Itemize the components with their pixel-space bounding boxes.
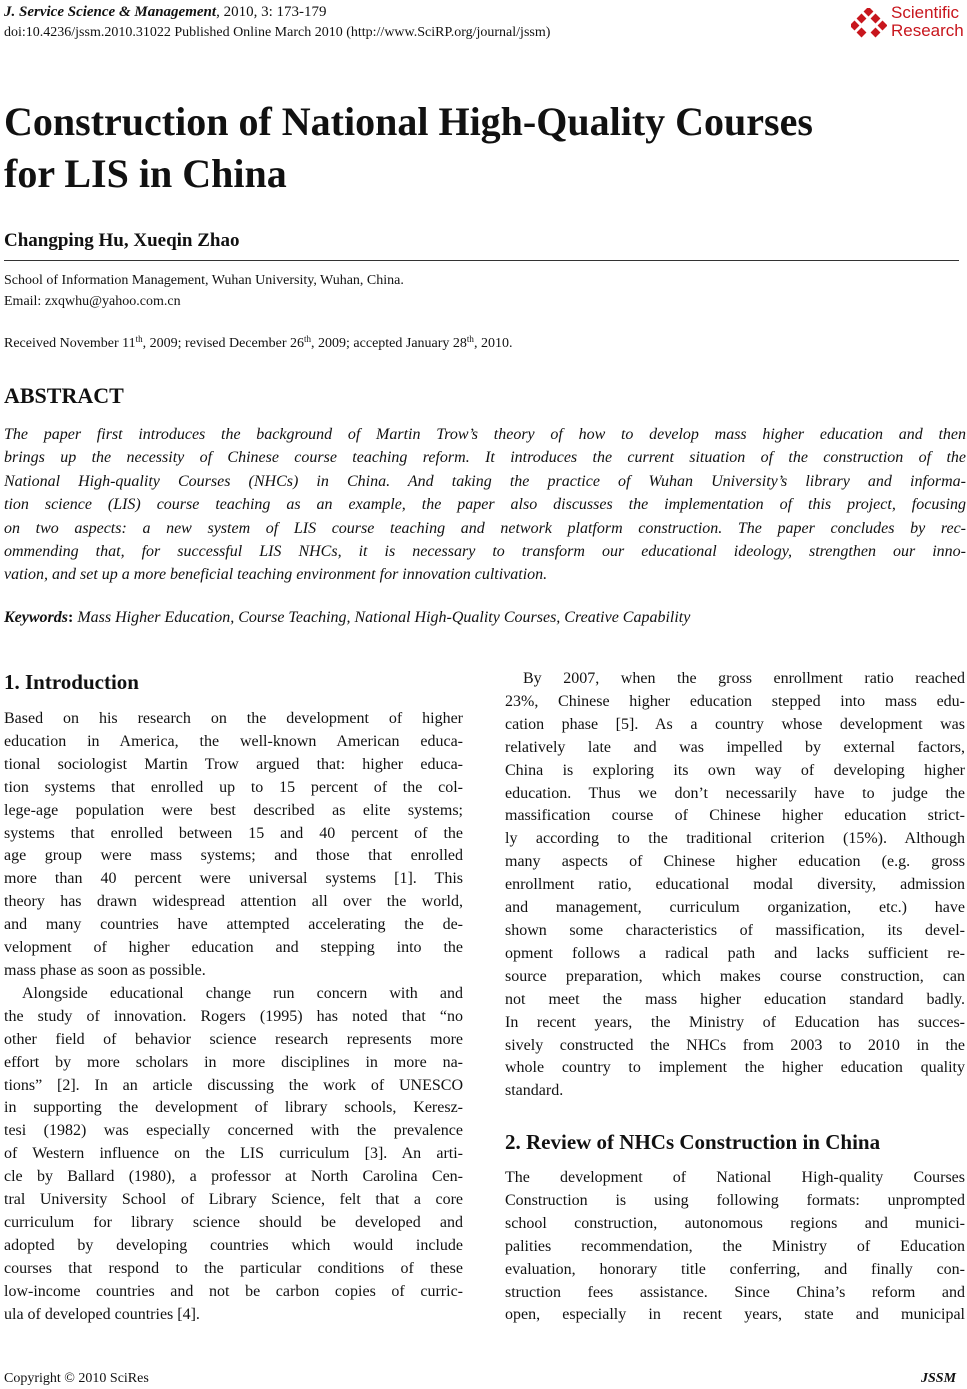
column-2-body [505,668,965,1103]
text-line: Based on his research on the development of higher [4,710,463,727]
text-line: tional sociologist Martin Trow argued that: higher educa- [4,755,463,773]
date-superscript: th [466,334,474,344]
inline-text: , 2009; accepted January 28 [311,336,467,351]
publisher-logo [851,2,967,42]
affiliation: School of Information Management, Wuhan University, Wuhan, China. [4,273,404,288]
text-line: adopted by developing countries which would include [4,1236,463,1254]
text-line: shown some characteristics of massification, its devel- [505,921,965,939]
text-line: velopment of higher education and stepping into the [4,939,463,957]
text-line: The development of National High-quality Courses [505,1169,965,1186]
section-2-heading: 2. Review of NHCs Construction in China [505,1130,881,1154]
email: Email: zxqwhu@yahoo.com.cn [4,294,181,309]
abstract-line: on two aspects: a new system of LIS course teaching and network platform construction. The paper concludes by rec- [4,519,966,537]
text-line: ula of developed countries [4]. [4,1305,200,1323]
text-line: not meet the mass higher education standard badly. [505,990,965,1008]
text-line: effort by more scholars in more disciplines in more na- [4,1053,463,1071]
copyright-notice: Copyright © 2010 SciRes [4,1371,149,1386]
text-line: systems that enrolled between 15 and 40 percent of the [4,824,463,842]
text-line: the study of innovation. Rogers (1995) has noted that “no [4,1007,463,1025]
text-line: curriculum for library science should be developed and [4,1213,463,1231]
text-line: By 2007, when the gross enrollment ratio reached [523,670,965,687]
text-line: In recent years, the Ministry of Education has succes- [505,1013,965,1031]
abstract-line: vation, and set up a more beneficial teaching environment for innovation cultivation. [4,566,548,584]
authors: Changping Hu, Xueqin Zhao [4,230,240,251]
inline-text [4,609,68,626]
logo-text-line1: Scientific [891,3,960,22]
date-superscript: th [135,334,143,344]
text-line: 23%, Chinese higher education stepped into mass edu- [505,692,965,710]
inline-text: , 2009; revised December 26 [142,336,305,351]
abstract-line: tion science (LIS) course teaching as an example, the paper also discusses the implementation of this project, focusing [4,496,966,514]
text-line: theory has drawn widespread attention all over the world, [4,893,463,911]
keywords-text: Mass Higher Education, Course Teaching, National High-Quality Courses, Creative Capability [73,609,691,626]
abstract-line: The paper first introduces the background of Martin Trow’s theory of how to develop mass higher education and then [4,426,966,443]
text-line: enrollment ratio, educational modal diversity, admission [505,876,965,894]
text-line: ly according to the traditional criterion (15%). Although [505,830,965,848]
abstract-line: ommending that, for successful LIS NHCs, it is necessary to transform our educational ideology, strengthen our inno- [4,543,966,561]
journal-citation [4,4,326,21]
text-line: palities recommendation, the Ministry of Education [505,1237,965,1255]
text-line: Alongside educational change run concern with and [22,984,463,1002]
section-2-body [505,1167,965,1327]
text-line: tesi (1982) was especially concerned with the prevalence [4,1122,463,1140]
text-line: low-income countries and not be carbon copies of curric- [4,1282,463,1300]
text-line: China is exploring its own way of developing higher [505,761,965,779]
text-line: struction fees assistance. Since China’s reform and [505,1283,965,1301]
inline-text: , 2010. [473,336,513,351]
journal-name: J. Service Science & Management [4,4,217,20]
text-line: tions” [2]. In an article discussing the work of UNESCO [4,1076,463,1094]
abstract-heading: ABSTRACT [4,383,124,408]
text-line: sively constructed the NHCs from 2003 to 2010 in the [505,1036,965,1054]
text-line: whole country to implement the higher education quality [505,1059,965,1077]
text-line: courses that respond to the particular conditions of these [4,1259,463,1277]
doi-line: doi:10.4236/jssm.2010.31022 Published Online March 2010 (http://www.SciRP.org/journal/jssm) [4,25,551,40]
journal-volume: , 2010, 3: 173-179 [216,4,327,20]
title-line-1: Construction of National High-Quality Courses [4,99,813,144]
text-line: relatively late and was impelled by external factors, [505,738,965,756]
text-line: more than 40 percent were universal systems [1]. This [4,870,463,888]
text-line: evaluation, honorary title conferring, and finally con- [505,1260,965,1278]
keywords-label: Keywords [4,609,68,626]
inline-text: Received November 11 [4,336,136,351]
text-line: opment follows a radical path and lacks sufficient re- [505,944,965,962]
text-line: many aspects of Chinese higher education (e.g. gross [505,853,965,871]
text-line: age group were mass systems; and those that enrolled [4,847,463,865]
text-line: mass phase as soon as possible. [4,961,206,979]
text-line: standard. [505,1082,564,1100]
text-line: and management, curriculum organization, etc.) have [505,899,965,917]
text-line: open, especially in recent years, state and municipal [505,1306,965,1324]
text-line: massification course of Chinese higher education strict- [505,807,965,825]
section-1-heading: 1. Introduction [4,670,139,694]
inline-text: : [68,609,74,626]
text-line: education in America, the well-known American educa- [4,732,463,750]
text-line: tral University School of Library Science, felt that a core [4,1191,463,1209]
text-line: Construction is using following formats: unprompted [505,1191,965,1209]
abstract-body [4,423,966,587]
text-line: school construction, autonomous regions and munici- [505,1214,965,1232]
date-superscript: th [304,334,312,344]
text-line: and many countries have attempted accelerating the de- [4,916,463,934]
paper-title [4,96,954,200]
text-line: in supporting the development of library schools, Keresz- [4,1099,463,1117]
text-line: education. Thus we don’t necessarily have to judge the [505,784,965,802]
submission-dates [4,336,512,352]
abstract-line: National High-quality Courses (NHCs) in China. And taking the practice of Wuhan University’s library and informa- [4,472,966,490]
logo-text-line2: Research [891,21,964,40]
text-line: tion systems that enrolled up to 15 percent of the col- [4,778,463,796]
logo-mark-icon [851,8,887,40]
text-line: source preparation, which makes course construction, can [505,967,965,985]
journal-abbreviation: JSSM [921,1371,957,1386]
text-line: other field of behavior science research represents more [4,1030,463,1048]
text-line: cle by Ballard (1980), a professor at North Carolina Cen- [4,1168,463,1186]
text-line: of Western influence on the LIS curriculum [3]. An arti- [4,1145,463,1163]
text-line: lege-age population were best described as elite systems; [4,801,463,819]
author-divider [4,260,959,261]
title-line-2: for LIS in China [4,151,287,196]
section-1-body [4,708,463,1326]
keywords [4,609,690,627]
text-line: cation phase [5]. As a country whose development was [505,715,965,733]
abstract-line: brings up the necessity of Chinese course teaching reform. It introduces the current situation of the construction of the [4,449,966,467]
